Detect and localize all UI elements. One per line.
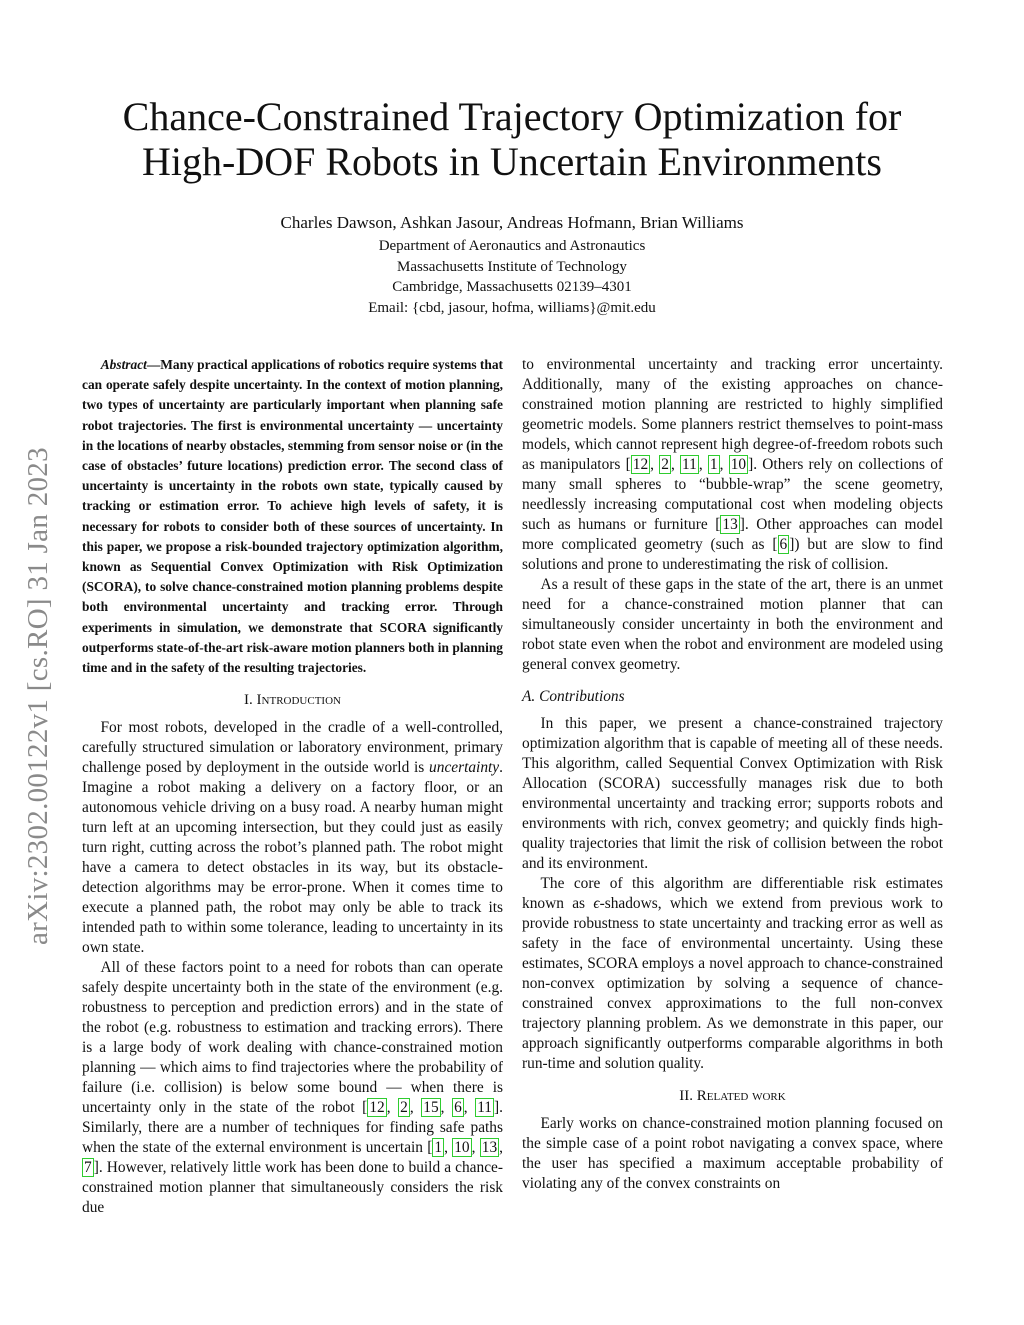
paragraph: All of these factors point to a need for robots than can operate safely despite uncertainty both in the state of the environment (e.g. robustness to perception and prediction errors) and in the state of the robot (e.g. robustness to estimation and tracking errors). There is a large body of work dealing with chance-constrained motion planning — which aims to find trajectories where the probability of failure (i.e. collision) is below some bound — when there is uncertainty only in the state of the robot [ 12 , 2 , 15 , 6 , 11 ]. Similarly, there are a number of techniques for finding safe paths when the state of the external environment is uncertain [ 1 , 10 , 13 , 7 ]. However, relatively little work has been done to build a chance-constrained motion planner that simultaneously considers the risk due: [82, 959, 504, 1217]
citation-link[interactable]: 1: [434, 1139, 443, 1157]
citation-link[interactable]: 11: [477, 1099, 493, 1117]
citation-link[interactable]: 2: [400, 1099, 408, 1117]
affiliation-line: Department of Aeronautics and Astronautics: [378, 238, 646, 254]
section-name: Introduction: [256, 692, 341, 709]
email-line: Email: {cbd, jasour, hofma, williams}@mit.edu: [368, 299, 656, 316]
paper-title: [0, 94, 1024, 184]
abstract-text: —Many practical applications of robotics require systems that can operate safely despite uncertainty. In the context of motion planning, two types of uncertainty are particularly important when planning safe robot trajectories. The first is environmental uncertainty — uncertainty in the locations of nearby obstacles, stemming from sensor noise or (in the case of obstacles’ future locations) prediction error. The second class of uncertainty is uncertainty in the robots own state, typically caused by tracking or estimation error. To achieve high levels of safety, it is necessary for robots to consider both of these sources of uncertainty. In this paper, we propose a risk-bounded trajectory optimization algorithm, known as Sequential Convex Optimization with Risk Optimization (SCORA), to solve chance-constrained motion planning problems despite both environmental uncertainty and tracking error. Through experiments in simulation, we demonstrate that SCORA significantly outperforms state-of-the-art risk-aware motion planners both in planning time and in the safety of the resulting trajectories.: [82, 357, 503, 676]
citation-link[interactable]: 6: [454, 1099, 462, 1117]
affiliation-line: Cambridge, Massachusetts 02139–4301: [392, 279, 632, 296]
abstract-label: Abstract: [100, 357, 147, 372]
title-line: High-DOF Robots in Uncertain Environments: [142, 139, 882, 184]
section-number: II.: [679, 1088, 697, 1104]
citation-link[interactable]: 7: [84, 1159, 92, 1177]
authors: Charles Dawson, Ashkan Jasour, Andreas Hofmann, Brian Williams: [280, 213, 744, 232]
citation-link[interactable]: 11: [682, 456, 697, 473]
paragraph: to environmental uncertainty and tracking error uncertainty. Additionally, many of the existing approaches on chance-constrained motion planning are restricted to highly simplified geometric models. Some planners restrict themselves to point-mass models, which cannot represent high degree-of-freedom robots such as manipulators [ 12 , 2 , 11 , 1 , 10 ]. Others rely on collections of many small spheres to “bubble-wrap” the scene geometry, needlessly increasing computational cost when modeling objects such as humans or furniture [ 13 ]. Other approaches can model more complicated geometry (such as [ 6 ]) but are slow to find solutions and prone to underestimating the risk of collision.: [522, 356, 944, 573]
section-heading-introduction: [82, 690, 503, 710]
section-heading-related-work: [522, 1086, 943, 1106]
paragraph: In this paper, we present a chance-constrained trajectory optimization algorithm that is capable of meeting all of these needs. This algorithm, called Sequential Convex Optimization with Risk Allocation (SCORA) successfully manages risk due to both environmental uncertainty and tracking error; supports robots and environments with rich, convex geometry; and quickly finds high-quality trajectories that limit the risk of collision between the robot and its environment.: [522, 715, 943, 872]
emphasis: ϵ: [593, 895, 600, 912]
citation-link[interactable]: 15: [423, 1099, 439, 1117]
citation-link[interactable]: 2: [661, 456, 669, 473]
section-name: Related work: [696, 1088, 786, 1104]
citation-link[interactable]: 10: [454, 1139, 470, 1157]
right-column: [522, 355, 943, 1194]
paragraph: Early works on chance-constrained motion planning focused on the simple case of a point robot navigating a convex space, where the user has specified a maximum acceptable probability of violating any of the convex constraints on: [522, 1115, 943, 1192]
citation-link[interactable]: 10: [730, 456, 747, 473]
citation-link[interactable]: 13: [481, 1139, 498, 1157]
section-number: I.: [244, 692, 257, 709]
affiliation-line: Massachusetts Institute of Technology: [397, 258, 627, 275]
paragraph: The core of this algorithm are differentiable risk estimates known as ϵ-shadows, which we extend from previous work to provide robustness to state uncertainty and tracking error as well as safety in the face of environmental uncertainty. Using these estimates, SCORA employs a novel approach to chance-constrained non-convex optimization by solving a sequence of chance-constrained convex approximations to the full non-convex trajectory planning problem. As we demonstrate in this paper, our approach significantly outperforms comparable algorithms in both run-time and solution quality.: [522, 875, 943, 1072]
citation-link[interactable]: 13: [722, 516, 738, 533]
citation-link[interactable]: 6: [779, 536, 788, 553]
affiliation: [0, 236, 1024, 318]
citation-link[interactable]: 1: [709, 456, 718, 473]
emphasis: uncertainty: [429, 759, 500, 777]
paragraph: For most robots, developed in the cradle of a well-controlled, carefully structured simulation or laboratory environment, primary challenge posed by deployment in the outside world is uncertainty. Imagine a robot making a delivery on a factory floor, or an autonomous vehicle driving on a busy road. A nearby human might turn left at an upcoming intersection, but they could just as easily turn right, cutting across the robot’s planned path. The robot might have a camera to detect obstacles in its way, but its obstacle-detection algorithms may be error-prone. When it comes time to execute a planned path, the robot may only be able to track its intended path to within some tolerance, leading to uncertainty in its own state.: [82, 719, 503, 957]
abstract: [82, 355, 503, 678]
title-line: Chance-Constrained Trajectory Optimization for: [122, 94, 902, 139]
citation-link[interactable]: 12: [632, 456, 649, 473]
left-column: [82, 355, 503, 1218]
paragraph: As a result of these gaps in the state of the art, there is an unmet need for a chance-constrained motion planner that can simultaneously consider uncertainty in both the environment and robot state even when the robot and environment are modeled using general convex geometry.: [522, 576, 943, 673]
citation-link[interactable]: 12: [369, 1099, 385, 1117]
subsection-heading-contributions: A. Contributions: [522, 688, 625, 705]
arxiv-stamp: arXiv:2302.00122v1 [cs.RO] 31 Jan 2023: [22, 447, 54, 945]
